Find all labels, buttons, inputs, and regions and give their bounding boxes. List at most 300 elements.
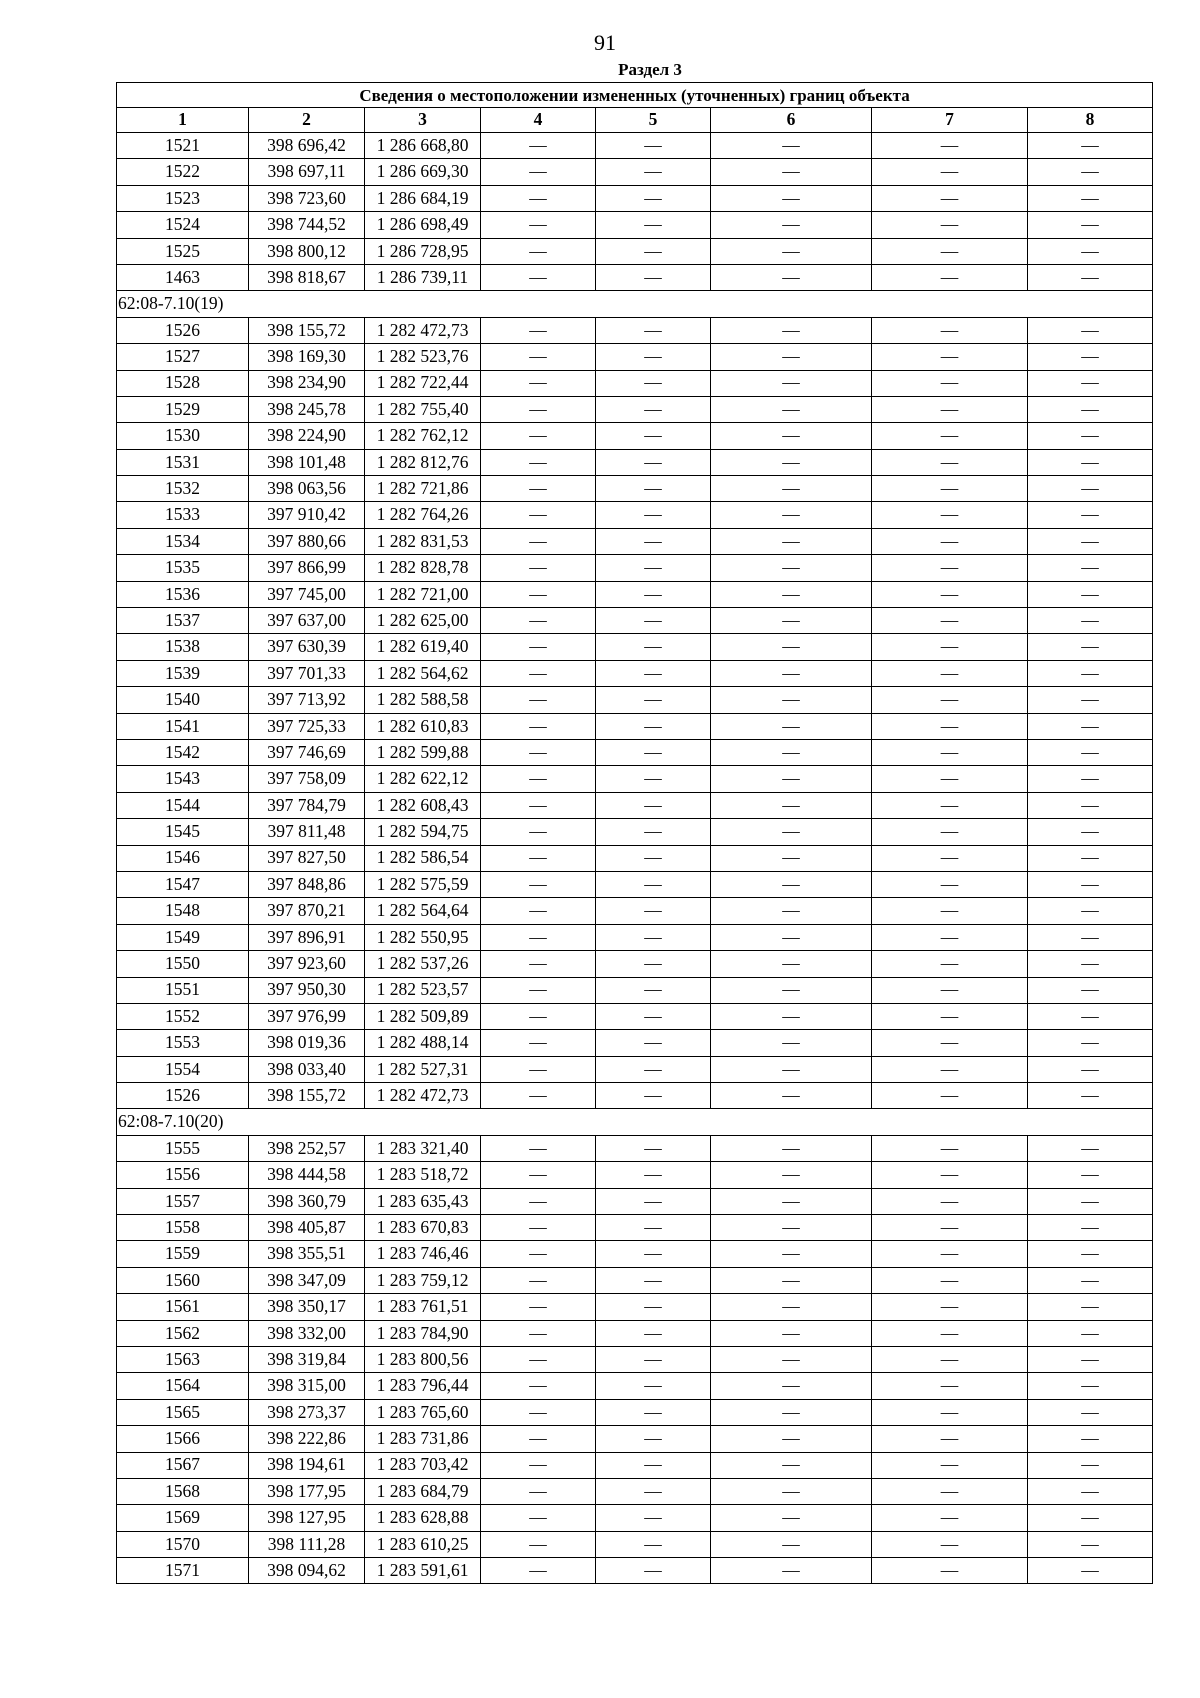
empty-cell: — (596, 608, 711, 634)
table-row (117, 1294, 1153, 1320)
point-number-cell: 1565 (117, 1399, 249, 1425)
empty-cell: — (711, 1267, 872, 1293)
table-row (117, 1162, 1153, 1188)
coordinate-y-cell: 1 283 731,86 (365, 1426, 481, 1452)
table-row (117, 212, 1153, 238)
coordinate-x-cell: 398 177,95 (249, 1478, 365, 1504)
empty-cell: — (711, 1188, 872, 1214)
empty-cell: — (1028, 898, 1153, 924)
empty-cell: — (872, 555, 1028, 581)
empty-cell: — (872, 1294, 1028, 1320)
empty-cell: — (596, 555, 711, 581)
coordinate-x-cell: 398 222,86 (249, 1426, 365, 1452)
table-row (117, 1531, 1153, 1557)
empty-cell: — (596, 370, 711, 396)
empty-cell: — (1028, 977, 1153, 1003)
empty-cell: — (1028, 713, 1153, 739)
coordinate-y-cell: 1 282 722,44 (365, 370, 481, 396)
empty-cell: — (872, 1531, 1028, 1557)
coordinate-x-cell: 397 848,86 (249, 871, 365, 897)
coordinate-x-cell: 398 033,40 (249, 1056, 365, 1082)
coordinate-y-cell: 1 282 588,58 (365, 687, 481, 713)
coordinate-y-cell: 1 283 670,83 (365, 1215, 481, 1241)
empty-cell: — (596, 634, 711, 660)
empty-cell: — (1028, 1241, 1153, 1267)
empty-cell: — (711, 951, 872, 977)
coordinate-y-cell: 1 283 759,12 (365, 1267, 481, 1293)
coordinate-x-cell: 398 818,67 (249, 264, 365, 290)
point-number-cell: 1568 (117, 1478, 249, 1504)
coordinate-x-cell: 398 744,52 (249, 212, 365, 238)
empty-cell: — (596, 528, 711, 554)
empty-cell: — (872, 977, 1028, 1003)
point-number-cell: 1463 (117, 264, 249, 290)
empty-cell: — (711, 1162, 872, 1188)
coordinate-x-cell: 398 155,72 (249, 317, 365, 343)
empty-cell: — (711, 476, 872, 502)
empty-cell: — (596, 1294, 711, 1320)
empty-cell: — (596, 1215, 711, 1241)
empty-cell: — (872, 660, 1028, 686)
empty-cell: — (596, 581, 711, 607)
empty-cell: — (596, 1267, 711, 1293)
point-number-cell: 1522 (117, 159, 249, 185)
table-row (117, 1426, 1153, 1452)
empty-cell: — (711, 1056, 872, 1082)
coordinate-x-cell: 398 347,09 (249, 1267, 365, 1293)
coordinate-x-cell: 398 355,51 (249, 1241, 365, 1267)
empty-cell: — (1028, 238, 1153, 264)
empty-cell: — (711, 1452, 872, 1478)
coordinate-x-cell: 398 697,11 (249, 159, 365, 185)
table-row (117, 924, 1153, 950)
coordinate-x-cell: 397 713,92 (249, 687, 365, 713)
empty-cell: — (481, 845, 596, 871)
empty-cell: — (1028, 370, 1153, 396)
empty-cell: — (1028, 924, 1153, 950)
empty-cell: — (596, 1003, 711, 1029)
coordinate-y-cell: 1 283 765,60 (365, 1399, 481, 1425)
empty-cell: — (1028, 739, 1153, 765)
empty-cell: — (596, 792, 711, 818)
empty-cell: — (1028, 185, 1153, 211)
coordinate-x-cell: 397 827,50 (249, 845, 365, 871)
coordinate-y-cell: 1 283 518,72 (365, 1162, 481, 1188)
table-row (117, 1267, 1153, 1293)
empty-cell: — (872, 159, 1028, 185)
coordinate-x-cell: 397 630,39 (249, 634, 365, 660)
empty-cell: — (711, 766, 872, 792)
coordinate-y-cell: 1 286 698,49 (365, 212, 481, 238)
empty-cell: — (481, 264, 596, 290)
empty-cell: — (711, 1399, 872, 1425)
empty-cell: — (711, 264, 872, 290)
empty-cell: — (872, 1003, 1028, 1029)
column-header: 1 (117, 108, 249, 133)
empty-cell: — (872, 1558, 1028, 1584)
empty-cell: — (596, 344, 711, 370)
coordinate-y-cell: 1 282 523,76 (365, 344, 481, 370)
empty-cell: — (481, 1241, 596, 1267)
point-number-cell: 1524 (117, 212, 249, 238)
point-number-cell: 1525 (117, 238, 249, 264)
coordinate-y-cell: 1 283 746,46 (365, 1241, 481, 1267)
table-row (117, 634, 1153, 660)
empty-cell: — (481, 634, 596, 660)
table-row (117, 159, 1153, 185)
point-number-cell: 1567 (117, 1452, 249, 1478)
empty-cell: — (481, 1030, 596, 1056)
empty-cell: — (1028, 951, 1153, 977)
empty-cell: — (596, 317, 711, 343)
column-header: 2 (249, 108, 365, 133)
empty-cell: — (872, 687, 1028, 713)
empty-cell: — (481, 1267, 596, 1293)
empty-cell: — (872, 238, 1028, 264)
empty-cell: — (481, 1003, 596, 1029)
coordinate-x-cell: 398 360,79 (249, 1188, 365, 1214)
empty-cell: — (481, 871, 596, 897)
coordinate-x-cell: 397 745,00 (249, 581, 365, 607)
table-row (117, 555, 1153, 581)
coordinate-x-cell: 398 194,61 (249, 1452, 365, 1478)
empty-cell: — (1028, 1267, 1153, 1293)
table-row (117, 977, 1153, 1003)
coordinate-y-cell: 1 283 784,90 (365, 1320, 481, 1346)
section-title: Раздел 3 (618, 60, 682, 79)
table-row (117, 476, 1153, 502)
coordinate-x-cell: 398 405,87 (249, 1215, 365, 1241)
coordinate-x-cell: 398 019,36 (249, 1030, 365, 1056)
column-header: 6 (711, 108, 872, 133)
empty-cell: — (481, 713, 596, 739)
coordinate-y-cell: 1 286 728,95 (365, 238, 481, 264)
empty-cell: — (1028, 317, 1153, 343)
coordinate-x-cell: 398 155,72 (249, 1083, 365, 1109)
coordinate-x-cell: 398 350,17 (249, 1294, 365, 1320)
empty-cell: — (711, 1135, 872, 1161)
table-row (117, 1346, 1153, 1372)
table-row (117, 819, 1153, 845)
coordinate-y-cell: 1 282 488,14 (365, 1030, 481, 1056)
empty-cell: — (872, 1188, 1028, 1214)
empty-cell: — (481, 1135, 596, 1161)
empty-cell: — (596, 159, 711, 185)
empty-cell: — (481, 133, 596, 159)
empty-cell: — (872, 1056, 1028, 1082)
empty-cell: — (481, 1478, 596, 1504)
coordinate-y-cell: 1 282 472,73 (365, 1083, 481, 1109)
empty-cell: — (596, 1162, 711, 1188)
empty-cell: — (1028, 1003, 1153, 1029)
empty-cell: — (481, 739, 596, 765)
empty-cell: — (711, 687, 872, 713)
empty-cell: — (1028, 423, 1153, 449)
empty-cell: — (596, 1452, 711, 1478)
empty-cell: — (872, 1083, 1028, 1109)
empty-cell: — (1028, 1294, 1153, 1320)
coordinate-x-cell: 397 811,48 (249, 819, 365, 845)
empty-cell: — (596, 1320, 711, 1346)
empty-cell: — (1028, 766, 1153, 792)
group-header-row (117, 291, 1153, 317)
empty-cell: — (711, 977, 872, 1003)
empty-cell: — (596, 1030, 711, 1056)
empty-cell: — (481, 1188, 596, 1214)
empty-cell: — (872, 344, 1028, 370)
coordinate-y-cell: 1 282 575,59 (365, 871, 481, 897)
empty-cell: — (711, 792, 872, 818)
empty-cell: — (481, 502, 596, 528)
empty-cell: — (481, 159, 596, 185)
empty-cell: — (872, 1478, 1028, 1504)
table-row (117, 766, 1153, 792)
empty-cell: — (872, 898, 1028, 924)
point-number-cell: 1558 (117, 1215, 249, 1241)
point-number-cell: 1540 (117, 687, 249, 713)
empty-cell: — (1028, 1452, 1153, 1478)
empty-cell: — (872, 1241, 1028, 1267)
empty-cell: — (711, 845, 872, 871)
empty-cell: — (1028, 819, 1153, 845)
point-number-cell: 1557 (117, 1188, 249, 1214)
coordinate-x-cell: 397 784,79 (249, 792, 365, 818)
coordinate-y-cell: 1 282 527,31 (365, 1056, 481, 1082)
empty-cell: — (711, 133, 872, 159)
coordinate-x-cell: 398 094,62 (249, 1558, 365, 1584)
coordinate-x-cell: 398 800,12 (249, 238, 365, 264)
point-number-cell: 1554 (117, 1056, 249, 1082)
table-row (117, 713, 1153, 739)
empty-cell: — (596, 1531, 711, 1557)
table-row (117, 449, 1153, 475)
empty-cell: — (711, 185, 872, 211)
empty-cell: — (1028, 1083, 1153, 1109)
coordinate-x-cell: 397 758,09 (249, 766, 365, 792)
empty-cell: — (1028, 344, 1153, 370)
empty-cell: — (872, 713, 1028, 739)
empty-cell: — (711, 423, 872, 449)
empty-cell: — (1028, 502, 1153, 528)
empty-cell: — (1028, 1346, 1153, 1372)
empty-cell: — (596, 660, 711, 686)
empty-cell: — (711, 1083, 872, 1109)
empty-cell: — (872, 396, 1028, 422)
table-row (117, 687, 1153, 713)
empty-cell: — (481, 1294, 596, 1320)
point-number-cell: 1537 (117, 608, 249, 634)
coordinate-x-cell: 398 101,48 (249, 449, 365, 475)
table-row (117, 1478, 1153, 1504)
empty-cell: — (711, 871, 872, 897)
empty-cell: — (596, 898, 711, 924)
coordinate-x-cell: 398 723,60 (249, 185, 365, 211)
coordinate-y-cell: 1 282 523,57 (365, 977, 481, 1003)
empty-cell: — (1028, 608, 1153, 634)
coordinate-y-cell: 1 282 594,75 (365, 819, 481, 845)
coordinate-y-cell: 1 283 321,40 (365, 1135, 481, 1161)
empty-cell: — (872, 581, 1028, 607)
empty-cell: — (481, 317, 596, 343)
column-header: 4 (481, 108, 596, 133)
empty-cell: — (711, 1373, 872, 1399)
empty-cell: — (481, 396, 596, 422)
table-row (117, 1215, 1153, 1241)
coordinate-x-cell: 398 273,37 (249, 1399, 365, 1425)
empty-cell: — (596, 1346, 711, 1372)
empty-cell: — (711, 1478, 872, 1504)
empty-cell: — (711, 1030, 872, 1056)
empty-cell: — (711, 1003, 872, 1029)
coordinate-y-cell: 1 286 739,11 (365, 264, 481, 290)
empty-cell: — (596, 924, 711, 950)
empty-cell: — (711, 634, 872, 660)
empty-cell: — (711, 581, 872, 607)
empty-cell: — (1028, 792, 1153, 818)
point-number-cell: 1555 (117, 1135, 249, 1161)
empty-cell: — (596, 687, 711, 713)
coordinate-x-cell: 398 111,28 (249, 1531, 365, 1557)
point-number-cell: 1560 (117, 1267, 249, 1293)
empty-cell: — (872, 502, 1028, 528)
point-number-cell: 1541 (117, 713, 249, 739)
empty-cell: — (481, 924, 596, 950)
point-number-cell: 1539 (117, 660, 249, 686)
point-number-cell: 1523 (117, 185, 249, 211)
coordinate-y-cell: 1 282 550,95 (365, 924, 481, 950)
empty-cell: — (1028, 1373, 1153, 1399)
empty-cell: — (596, 1478, 711, 1504)
empty-cell: — (596, 819, 711, 845)
empty-cell: — (872, 1399, 1028, 1425)
empty-cell: — (711, 1294, 872, 1320)
empty-cell: — (872, 951, 1028, 977)
coordinate-y-cell: 1 282 831,53 (365, 528, 481, 554)
empty-cell: — (1028, 449, 1153, 475)
point-number-cell: 1529 (117, 396, 249, 422)
empty-cell: — (596, 1399, 711, 1425)
empty-cell: — (872, 528, 1028, 554)
table-row (117, 608, 1153, 634)
coordinate-y-cell: 1 282 586,54 (365, 845, 481, 871)
empty-cell: — (1028, 1135, 1153, 1161)
table-row (117, 581, 1153, 607)
table-row (117, 1373, 1153, 1399)
empty-cell: — (711, 713, 872, 739)
point-number-cell: 1533 (117, 502, 249, 528)
point-number-cell: 1526 (117, 317, 249, 343)
table-row (117, 264, 1153, 290)
table-row (117, 951, 1153, 977)
empty-cell: — (711, 396, 872, 422)
point-number-cell: 1549 (117, 924, 249, 950)
point-number-cell: 1532 (117, 476, 249, 502)
coordinate-y-cell: 1 283 800,56 (365, 1346, 481, 1372)
empty-cell: — (711, 555, 872, 581)
empty-cell: — (872, 819, 1028, 845)
empty-cell: — (872, 1320, 1028, 1346)
empty-cell: — (872, 634, 1028, 660)
empty-cell: — (711, 344, 872, 370)
coordinate-x-cell: 398 169,30 (249, 344, 365, 370)
table-row (117, 1056, 1153, 1082)
point-number-cell: 1559 (117, 1241, 249, 1267)
table-row (117, 1505, 1153, 1531)
table-row (117, 660, 1153, 686)
column-header: 3 (365, 108, 481, 133)
empty-cell: — (596, 264, 711, 290)
object-code-label: 62:08-7.10(20) (117, 1109, 1153, 1135)
table-row (117, 133, 1153, 159)
point-number-cell: 1531 (117, 449, 249, 475)
empty-cell: — (481, 555, 596, 581)
empty-cell: — (481, 344, 596, 370)
empty-cell: — (872, 1426, 1028, 1452)
column-header-row (117, 108, 1153, 133)
coordinate-x-cell: 397 866,99 (249, 555, 365, 581)
point-number-cell: 1527 (117, 344, 249, 370)
empty-cell: — (596, 1241, 711, 1267)
point-number-cell: 1550 (117, 951, 249, 977)
empty-cell: — (481, 1399, 596, 1425)
empty-cell: — (596, 1083, 711, 1109)
empty-cell: — (711, 528, 872, 554)
table-row (117, 1241, 1153, 1267)
empty-cell: — (872, 1346, 1028, 1372)
empty-cell: — (481, 212, 596, 238)
empty-cell: — (1028, 1056, 1153, 1082)
group-header-row (117, 1109, 1153, 1135)
empty-cell: — (711, 1558, 872, 1584)
coordinate-x-cell: 398 224,90 (249, 423, 365, 449)
empty-cell: — (872, 317, 1028, 343)
empty-cell: — (711, 1346, 872, 1372)
empty-cell: — (596, 502, 711, 528)
empty-cell: — (872, 924, 1028, 950)
coordinate-y-cell: 1 282 622,12 (365, 766, 481, 792)
empty-cell: — (711, 924, 872, 950)
empty-cell: — (1028, 1558, 1153, 1584)
point-number-cell: 1530 (117, 423, 249, 449)
coordinate-x-cell: 398 063,56 (249, 476, 365, 502)
empty-cell: — (596, 951, 711, 977)
empty-cell: — (872, 1505, 1028, 1531)
empty-cell: — (711, 1241, 872, 1267)
empty-cell: — (596, 1426, 711, 1452)
empty-cell: — (872, 423, 1028, 449)
empty-cell: — (481, 370, 596, 396)
empty-cell: — (596, 713, 711, 739)
point-number-cell: 1534 (117, 528, 249, 554)
empty-cell: — (481, 1558, 596, 1584)
coordinate-y-cell: 1 282 608,43 (365, 792, 481, 818)
coordinate-y-cell: 1 283 591,61 (365, 1558, 481, 1584)
coordinate-y-cell: 1 282 828,78 (365, 555, 481, 581)
empty-cell: — (711, 608, 872, 634)
empty-cell: — (481, 898, 596, 924)
empty-cell: — (711, 739, 872, 765)
empty-cell: — (1028, 1505, 1153, 1531)
table-row (117, 1320, 1153, 1346)
empty-cell: — (872, 1452, 1028, 1478)
empty-cell: — (711, 317, 872, 343)
coordinate-y-cell: 1 282 599,88 (365, 739, 481, 765)
coordinate-y-cell: 1 282 537,26 (365, 951, 481, 977)
table-row (117, 344, 1153, 370)
empty-cell: — (872, 871, 1028, 897)
empty-cell: — (711, 1426, 872, 1452)
table-row (117, 1399, 1153, 1425)
